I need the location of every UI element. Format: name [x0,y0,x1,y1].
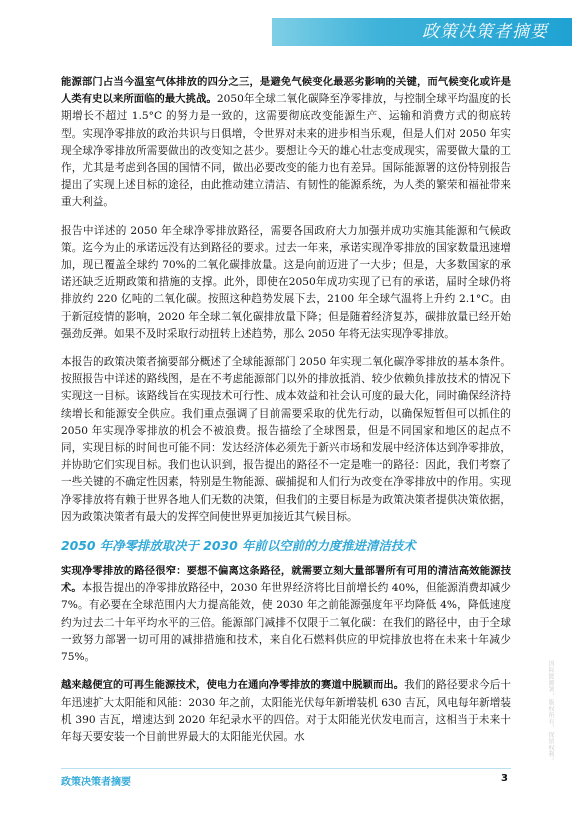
section-paragraph-1 [61,563,511,666]
paragraph-1 [61,74,511,212]
paragraph-lead: 越来越便宜的可再生能源技术，使电力在通向净零排放的赛道中脱颖而出。 [61,679,405,692]
copyright-note: 国际能源署，版权所有，保留权利。 [547,660,554,764]
page-number: 3 [501,773,508,784]
paragraph-lead: 能源部门占当今温室气体排放的四分之三，是避免气候变化最恶劣影响的关键，而气候变化或许是人类有史以来所面临的最大挑战。 [61,76,511,106]
section-heading: 2050 年净零排放取决于 2030 年前以空前的力度推进清洁技术 [61,538,416,554]
paragraph-text: 报告中详述的 2050 年全球净零排放路径，需要各国政府大力加强并成功实施其能源和气候政策。迄今为止的承诺远没有达到路径的要求。过去一年来，承诺实现净零排放的国家数量迅速增加，现已覆盖全球约 70%的二氧化碳排放量。这是向前迈进了一大步；但是，大多数国家的承诺还缺乏近期政策和措施的支撑。此外，即使在2050年成功实现了已有的承诺，届时全球仍将排放约 220 亿吨的二氧化碳。按照这种趋势发展下去，2100 年全球气温将上升约 2.1°C。由于新冠疫情的影响，2020 年全球二氧化碳排放量下降；但是随着经济复苏，碳排放量已经开始强劲反弹。如果不及时采取行动扭转上述趋势，那么 2050 年将无法实现净零排放。 [61,224,511,340]
paragraph-text: 本报告提出的净零排放路径中，2030 年世界经济将比目前增长约 40%，但能源消费却减少 7%。有必要在全球范围内大力提高能效，使 2030 年之前能源强度年平均降低 4%，降低速度约为过去二十年平均水平的三倍。能源部门减排不仅限于二氧化碳：在我们的路径中，由于全球一致努力部署一切可用的减排措施和技术，来自化石燃料供应的甲烷排放也将在未来十年减少 75%。 [61,582,511,664]
page-header-title: 政策决策者摘要 [422,22,548,42]
section-paragraph-2 [61,677,511,746]
paragraph-text: 本报告的政策决策者摘要部分概述了全球能源部门 2050 年实现二氧化碳净零排放的基本条件。按照报告中详述的路线图，是在不考虑能源部门以外的排放抵消、较少依赖负排放技术的情况下实现这一目标。该路线旨在实现技术可行性、成本效益和社会认可度的最大化，同时确保经济持续增长和能源安全供应。我们重点强调了目前需要采取的优先行动，以确保短暂但可以抓住的 2050 年实现净零排放的机会不被浪费。报告描绘了全球图景，但是不同国家和地区的起点不同，实现目标的时间也可能不同：发达经济体必须先于新兴市场和发展中经济体达到净零排放，并协助它们实现目标。我们也认识到，报告提出的路径不一定是唯一的路径：因此，我们考察了一些关键的不确定性因素，特别是生物能源、碳捕捉和人们行为改变在净零排放中的作用。实现净零排放将有赖于世界各地人们无数的决策，但我们的主要目标是为政策决策者提供决策依据，因为政策决策者有最大的发挥空间使世界更加接近其气候目标。 [61,356,511,523]
paragraph-text: 2050年全球二氧化碳降至净零排放，与控制全球平均温度的长期增长不超过 1.5°C 的努力是一致的，这需要彻底改变能源生产、运输和消费方式的彻底转型。实现净零排放的政治共识与日俱增，令世界对未来的进步相当乐观，但是人们对 2050 年实现全球净零排放所需要做出的改变知之甚少。要想让今天的雄心壮志变成现实，需要做大量的工作，尤其是考虑到各国的国情不同，做出必要改变的能力也有差异。国际能源署的这份特别报告提出了实现上述目标的途径，由此推动建立清洁、有韧性的能源系统，为人类的繁荣和福祉带来重大利益。 [61,93,511,209]
main-content [61,74,511,757]
paragraph-2 [61,223,511,343]
footer-label: 政策决策者摘要 [61,777,131,788]
paragraph-3 [61,354,511,526]
footer-divider [61,768,511,769]
paragraph-lead: 实现净零排放的路径很窄：要想不偏离这条路径，就需要立刻大量部署所有可用的清洁高效能源技术。 [61,565,511,595]
paragraph-text: 我们的路径要求今后十年迅速扩大太阳能和风能：2030 年之前，太阳能光伏每年新增装机 630 吉瓦，风电每年新增装机 390 吉瓦，增速达到 2020 年纪录水平的四倍。对于太阳能光伏发电而言，这相当于未来十年每天要安装一个目前世界最大的太阳能光伏园。水 [61,679,512,743]
